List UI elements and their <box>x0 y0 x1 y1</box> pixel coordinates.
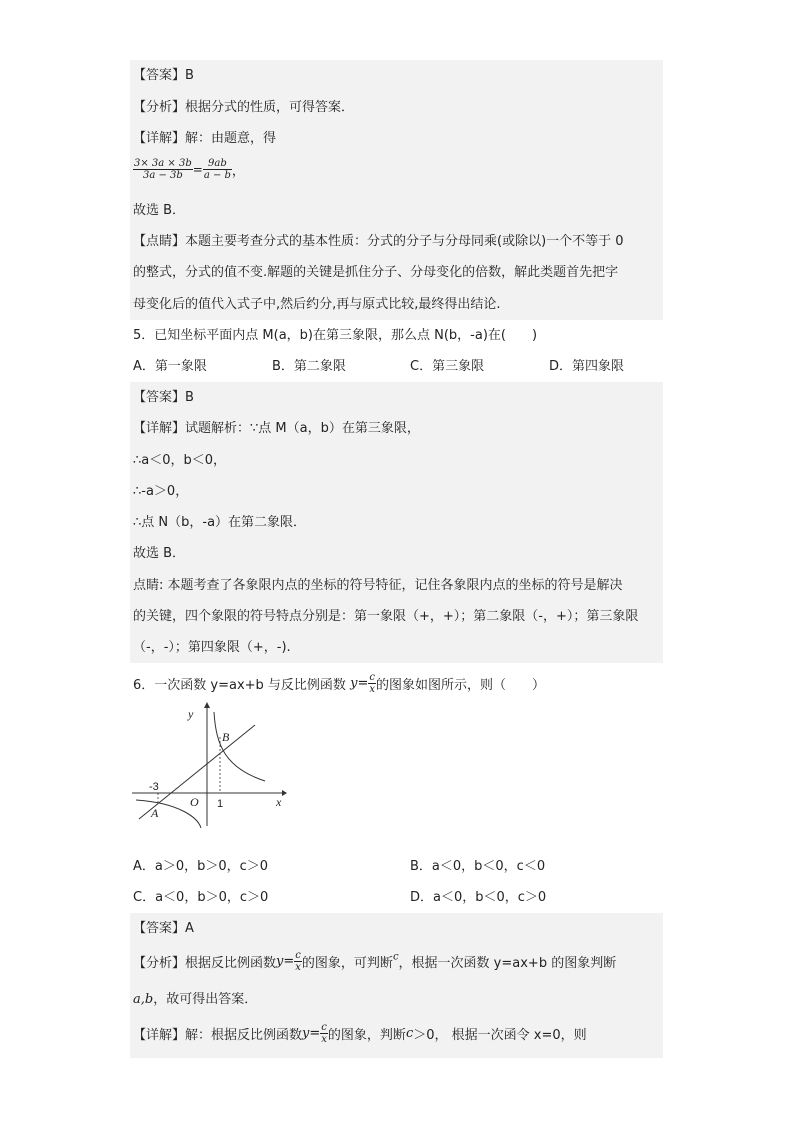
graph-origin-label: O <box>190 795 199 809</box>
q6-detail-c: c <box>405 1026 414 1041</box>
x-axis-arrow <box>282 790 287 796</box>
q6-analysis-line-1 <box>133 950 616 973</box>
q5-comment-line-1: 点睛: 本题考查了各象限内点的坐标的符号特征，记住各象限内点的坐标的符号是解决 <box>133 578 623 593</box>
graph-point-a: A <box>151 806 159 820</box>
q6-option-b[interactable]: B．a＜0，b＜0，c＜0 <box>410 859 546 874</box>
eq-equals: = <box>192 162 203 177</box>
q6-detail-fraction <box>320 1022 328 1045</box>
q6-answer: 【答案】A <box>133 921 194 936</box>
eq-right-denominator: a − b <box>203 170 231 181</box>
q6-stem-eq: = <box>357 676 369 691</box>
eq-right-numerator: 9ab <box>208 158 227 169</box>
q5-comment-line-3: （-，-）；第四象限（+，-). <box>133 640 291 655</box>
q5-stem: 5．已知坐标平面内点 M(a，b)在第三象限，那么点 N(b，-a)在( ) <box>133 328 538 343</box>
graph-y-label: y <box>188 707 194 721</box>
q5-detail-line-3: ∴-a＞0， <box>133 484 189 499</box>
q5-detail-line-2: ∴a＜0，b＜0， <box>133 453 227 468</box>
q6-function-graph <box>130 700 290 830</box>
eq-left-denominator: 3a − 3b <box>133 169 193 181</box>
graph-x-label: x <box>276 795 282 809</box>
q6-detail-frac-den: x <box>321 1034 327 1045</box>
q5-option-c[interactable]: C．第三象限 <box>410 359 485 374</box>
eq-comma: ， <box>231 164 245 179</box>
eq-right-fraction <box>203 158 232 181</box>
q6-analysis-part-4: ，故可得出答案． <box>153 992 258 1007</box>
q6-analysis-eq: = <box>283 954 295 969</box>
q5-answer: 【答案】B <box>133 390 194 405</box>
graph-point-b: B <box>222 730 230 744</box>
q4-equation <box>133 158 245 181</box>
q6-analysis-part-2: 的图象，可判断 <box>301 956 393 971</box>
q5-option-a[interactable]: A．第一象限 <box>133 359 207 374</box>
q6-detail-part-2: 的图象，判断 <box>327 1028 406 1043</box>
q6-analysis-y: y <box>276 954 284 969</box>
q6-analysis-frac-den: x <box>295 962 301 973</box>
eq-left-fraction <box>133 158 193 181</box>
q6-detail-frac-num: c <box>321 1022 327 1033</box>
q6-option-d[interactable]: D．a＜0，b＜0，c＞0 <box>410 890 547 905</box>
q6-option-a[interactable]: A．a＞0，b＞0，c＞0 <box>133 859 269 874</box>
q6-analysis-line-2 <box>133 991 257 1009</box>
q5-option-d[interactable]: D．第四象限 <box>549 359 625 374</box>
q6-analysis-part-3: ，根据一次函数 y=ax+b 的图象判断 <box>398 956 617 971</box>
q6-stem-y: y <box>350 676 358 691</box>
q6-option-c[interactable]: C．a＜0，b＞0，c＞0 <box>133 890 269 905</box>
q5-detail-line-4: ∴点 N（b，-a）在第二象限． <box>133 515 307 530</box>
q6-detail-eq: = <box>309 1026 321 1041</box>
q6-stem <box>133 672 545 695</box>
y-axis-arrow <box>204 702 210 708</box>
q6-stem-frac-den: x <box>369 684 375 695</box>
q5-comment-line-2: 的关键，四个象限的符号特点分别是：第一象限（+，+）；第二象限（-，+）；第三象限 <box>133 609 639 624</box>
q6-analysis-frac-num: c <box>295 950 301 961</box>
q6-detail-part-1: 【详解】解：根据反比例函数 <box>133 1028 303 1043</box>
q6-stem-part-1: 6．一次函数 y=ax+b 与反比例函数 <box>133 678 346 693</box>
q6-analysis-ab: a,b <box>133 992 154 1007</box>
q5-conclusion: 故选 B． <box>133 546 186 561</box>
q6-stem-fraction <box>368 672 376 695</box>
q6-detail-part-3: ＞0， 根据一次函令 x=0，则 <box>413 1028 587 1043</box>
q5-option-b[interactable]: B．第二象限 <box>272 359 346 374</box>
q4-comment-line-2: 的整式，分式的值不变.解题的关键是抓住分子、分母变化的倍数，解此类题首先把字 <box>133 265 619 280</box>
q6-detail-line <box>133 1022 587 1045</box>
q6-stem-part-2: 的图象如图所示，则（ ） <box>375 678 545 693</box>
q6-analysis-fraction <box>294 950 302 973</box>
hyperbola-branch-q1 <box>214 712 265 781</box>
q4-answer: 【答案】B <box>133 68 194 83</box>
q4-comment-line-1: 【点睛】本题主要考查分式的基本性质：分式的分子与分母同乘(或除以)一个不等于 0 <box>133 234 624 249</box>
q4-comment-line-3: 母变化后的值代入式子中,然后约分,再与原式比较,最终得出结论. <box>133 297 501 312</box>
graph-tick-1: 1 <box>217 798 224 810</box>
q6-stem-frac-num: c <box>369 672 375 683</box>
q6-detail-y: y <box>302 1026 310 1041</box>
q4-analysis: 【分析】根据分式的性质，可得答案． <box>133 100 355 115</box>
eq-left-numerator: 3× 3a × 3b <box>134 158 192 169</box>
q5-detail-line-1: 【详解】试题解析：∵点 M（a，b）在第三象限， <box>133 421 420 436</box>
q6-analysis-c: c <box>392 951 399 963</box>
q6-analysis-part-1: 【分析】根据反比例函数 <box>133 956 277 971</box>
q4-detail: 【详解】解：由题意，得 <box>133 131 277 146</box>
q4-conclusion: 故选 B． <box>133 203 186 218</box>
graph-tick-neg3: -3 <box>149 781 159 793</box>
